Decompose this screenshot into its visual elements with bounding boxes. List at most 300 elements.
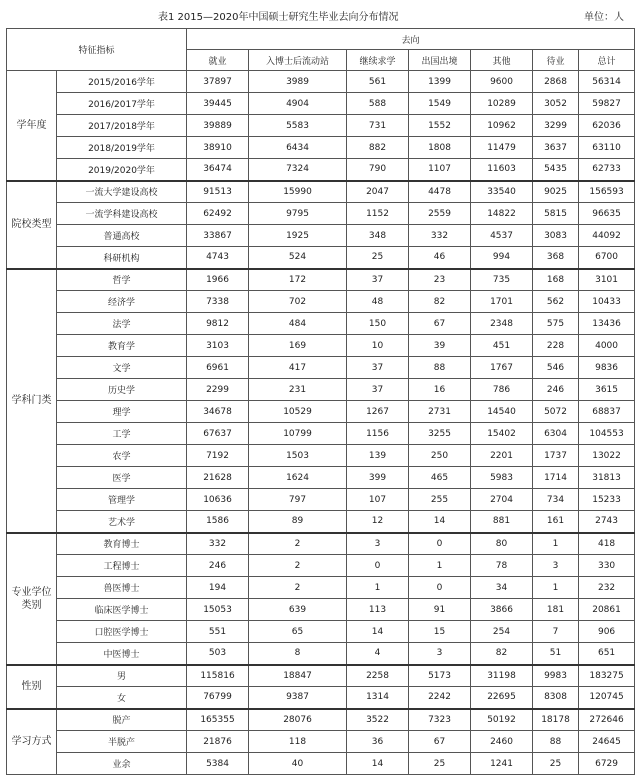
group-label: 性别	[7, 665, 57, 709]
row-label: 中医博士	[57, 643, 187, 665]
cell-value: 250	[409, 445, 471, 467]
cell-value: 0	[409, 533, 471, 555]
cell-value: 797	[249, 489, 347, 511]
cell-value: 551	[187, 621, 249, 643]
cell-value: 5173	[409, 665, 471, 687]
cell-value: 1	[533, 533, 579, 555]
row-label: 业余	[57, 753, 187, 775]
row-label: 口腔医学博士	[57, 621, 187, 643]
cell-value: 484	[249, 313, 347, 335]
cell-value: 3103	[187, 335, 249, 357]
cell-value: 451	[471, 335, 533, 357]
cell-value: 20861	[579, 599, 635, 621]
cell-value: 348	[347, 225, 409, 247]
table-row	[7, 467, 635, 489]
cell-value: 735	[471, 269, 533, 291]
cell-value: 59827	[579, 93, 635, 115]
row-label: 2018/2019学年	[57, 137, 187, 159]
cell-value: 10529	[249, 401, 347, 423]
cell-value: 1107	[409, 159, 471, 181]
cell-value: 5583	[249, 115, 347, 137]
table-row	[7, 445, 635, 467]
cell-value: 1808	[409, 137, 471, 159]
cell-value: 31198	[471, 665, 533, 687]
table-row	[7, 643, 635, 665]
row-label: 教育博士	[57, 533, 187, 555]
cell-value: 120745	[579, 687, 635, 709]
column-header: 出国出境	[409, 50, 471, 71]
cell-value: 0	[347, 555, 409, 577]
cell-value: 15	[409, 621, 471, 643]
row-label: 2015/2016学年	[57, 71, 187, 93]
cell-value: 1737	[533, 445, 579, 467]
row-label: 工学	[57, 423, 187, 445]
cell-value: 1314	[347, 687, 409, 709]
cell-value: 2299	[187, 379, 249, 401]
cell-value: 10289	[471, 93, 533, 115]
cell-value: 88	[533, 731, 579, 753]
cell-value: 104553	[579, 423, 635, 445]
cell-value: 62733	[579, 159, 635, 181]
cell-value: 1	[409, 555, 471, 577]
table-row	[7, 621, 635, 643]
cell-value: 31813	[579, 467, 635, 489]
cell-value: 10962	[471, 115, 533, 137]
cell-value: 255	[409, 489, 471, 511]
cell-value: 2743	[579, 511, 635, 533]
cell-value: 9795	[249, 203, 347, 225]
cell-value: 9983	[533, 665, 579, 687]
cell-value: 3299	[533, 115, 579, 137]
cell-value: 9025	[533, 181, 579, 203]
cell-value: 16	[409, 379, 471, 401]
table-row	[7, 159, 635, 181]
row-label: 男	[57, 665, 187, 687]
cell-value: 40	[249, 753, 347, 775]
cell-value: 881	[471, 511, 533, 533]
table-row	[7, 533, 635, 555]
cell-value: 1624	[249, 467, 347, 489]
row-label: 一流学科建设高校	[57, 203, 187, 225]
row-label: 2016/2017学年	[57, 93, 187, 115]
cell-value: 96635	[579, 203, 635, 225]
cell-value: 113	[347, 599, 409, 621]
column-header: 总计	[579, 50, 635, 71]
cell-value: 21876	[187, 731, 249, 753]
row-label: 科研机构	[57, 247, 187, 269]
cell-value: 2559	[409, 203, 471, 225]
cell-value: 25	[533, 753, 579, 775]
cell-value: 150	[347, 313, 409, 335]
cell-value: 524	[249, 247, 347, 269]
cell-value: 588	[347, 93, 409, 115]
cell-value: 5384	[187, 753, 249, 775]
table-row	[7, 269, 635, 291]
cell-value: 107	[347, 489, 409, 511]
group-label: 专业学位类别	[7, 533, 57, 665]
cell-value: 88	[409, 357, 471, 379]
cell-value: 37	[347, 357, 409, 379]
cell-value: 4743	[187, 247, 249, 269]
cell-value: 15053	[187, 599, 249, 621]
cell-value: 21628	[187, 467, 249, 489]
cell-value: 734	[533, 489, 579, 511]
cell-value: 2731	[409, 401, 471, 423]
cell-value: 2	[249, 577, 347, 599]
cell-value: 37	[347, 269, 409, 291]
table-row	[7, 181, 635, 203]
cell-value: 33867	[187, 225, 249, 247]
table-row	[7, 313, 635, 335]
cell-value: 3	[533, 555, 579, 577]
cell-value: 7323	[409, 709, 471, 731]
row-label: 兽医博士	[57, 577, 187, 599]
cell-value: 8308	[533, 687, 579, 709]
cell-value: 6304	[533, 423, 579, 445]
cell-value: 254	[471, 621, 533, 643]
cell-value: 115816	[187, 665, 249, 687]
cell-value: 37	[347, 379, 409, 401]
cell-value: 15402	[471, 423, 533, 445]
cell-value: 24645	[579, 731, 635, 753]
cell-value: 28076	[249, 709, 347, 731]
table-row	[7, 731, 635, 753]
cell-value: 11479	[471, 137, 533, 159]
cell-value: 546	[533, 357, 579, 379]
table-row	[7, 489, 635, 511]
cell-value: 51	[533, 643, 579, 665]
cell-value: 34678	[187, 401, 249, 423]
row-label: 半脱产	[57, 731, 187, 753]
cell-value: 80	[471, 533, 533, 555]
cell-value: 36474	[187, 159, 249, 181]
cell-value: 7192	[187, 445, 249, 467]
cell-value: 994	[471, 247, 533, 269]
table-row	[7, 709, 635, 731]
cell-value: 9387	[249, 687, 347, 709]
cell-value: 639	[249, 599, 347, 621]
cell-value: 399	[347, 467, 409, 489]
cell-value: 6729	[579, 753, 635, 775]
cell-value: 2348	[471, 313, 533, 335]
cell-value: 5435	[533, 159, 579, 181]
cell-value: 9600	[471, 71, 533, 93]
cell-value: 330	[579, 555, 635, 577]
cell-value: 1241	[471, 753, 533, 775]
cell-value: 67637	[187, 423, 249, 445]
cell-value: 10433	[579, 291, 635, 313]
table-row	[7, 93, 635, 115]
table-row	[7, 577, 635, 599]
cell-value: 561	[347, 71, 409, 93]
table-row	[7, 357, 635, 379]
row-label: 理学	[57, 401, 187, 423]
table-row	[7, 225, 635, 247]
cell-value: 3	[409, 643, 471, 665]
cell-value: 418	[579, 533, 635, 555]
cell-value: 651	[579, 643, 635, 665]
cell-value: 62492	[187, 203, 249, 225]
cell-value: 231	[249, 379, 347, 401]
row-label: 工程博士	[57, 555, 187, 577]
cell-value: 1399	[409, 71, 471, 93]
column-header: 就业	[187, 50, 249, 71]
cell-value: 332	[409, 225, 471, 247]
cell-value: 246	[533, 379, 579, 401]
cell-value: 8	[249, 643, 347, 665]
group-label: 学科门类	[7, 269, 57, 533]
cell-value: 3637	[533, 137, 579, 159]
cell-value: 2	[249, 555, 347, 577]
cell-value: 25	[409, 753, 471, 775]
cell-value: 1	[347, 577, 409, 599]
cell-value: 702	[249, 291, 347, 313]
cell-value: 56314	[579, 71, 635, 93]
cell-value: 3989	[249, 71, 347, 93]
row-label: 2017/2018学年	[57, 115, 187, 137]
column-header: 继续求学	[347, 50, 409, 71]
cell-value: 232	[579, 577, 635, 599]
cell-value: 36	[347, 731, 409, 753]
cell-value: 906	[579, 621, 635, 643]
cell-value: 14540	[471, 401, 533, 423]
cell-value: 39445	[187, 93, 249, 115]
cell-value: 2460	[471, 731, 533, 753]
cell-value: 89	[249, 511, 347, 533]
cell-value: 6961	[187, 357, 249, 379]
cell-value: 25	[347, 247, 409, 269]
cell-value: 139	[347, 445, 409, 467]
column-header: 其他	[471, 50, 533, 71]
cell-value: 183275	[579, 665, 635, 687]
table-row	[7, 401, 635, 423]
cell-value: 172	[249, 269, 347, 291]
cell-value: 63110	[579, 137, 635, 159]
cell-value: 82	[471, 643, 533, 665]
cell-value: 5072	[533, 401, 579, 423]
table-row	[7, 599, 635, 621]
cell-value: 790	[347, 159, 409, 181]
cell-value: 2201	[471, 445, 533, 467]
cell-value: 4537	[471, 225, 533, 247]
cell-value: 68837	[579, 401, 635, 423]
cell-value: 62036	[579, 115, 635, 137]
cell-value: 91513	[187, 181, 249, 203]
feature-header: 特征指标	[7, 29, 187, 71]
cell-value: 2258	[347, 665, 409, 687]
cell-value: 3615	[579, 379, 635, 401]
cell-value: 272646	[579, 709, 635, 731]
cell-value: 39	[409, 335, 471, 357]
cell-value: 65	[249, 621, 347, 643]
cell-value: 7338	[187, 291, 249, 313]
cell-value: 50192	[471, 709, 533, 731]
cell-value: 2704	[471, 489, 533, 511]
table-row	[7, 137, 635, 159]
column-header: 入博士后流动站	[249, 50, 347, 71]
destination-table	[6, 28, 635, 775]
cell-value: 37897	[187, 71, 249, 93]
cell-value: 1966	[187, 269, 249, 291]
table-row	[7, 753, 635, 775]
cell-value: 882	[347, 137, 409, 159]
table-row	[7, 71, 635, 93]
cell-value: 1714	[533, 467, 579, 489]
cell-value: 7	[533, 621, 579, 643]
row-label: 医学	[57, 467, 187, 489]
row-label: 文学	[57, 357, 187, 379]
cell-value: 14	[347, 753, 409, 775]
cell-value: 34	[471, 577, 533, 599]
cell-value: 67	[409, 313, 471, 335]
row-label: 女	[57, 687, 187, 709]
group-label: 学年度	[7, 71, 57, 181]
table-row	[7, 555, 635, 577]
row-label: 普通高校	[57, 225, 187, 247]
table-row	[7, 511, 635, 533]
cell-value: 332	[187, 533, 249, 555]
table-row	[7, 115, 635, 137]
cell-value: 6700	[579, 247, 635, 269]
cell-value: 33540	[471, 181, 533, 203]
cell-value: 2242	[409, 687, 471, 709]
cell-value: 169	[249, 335, 347, 357]
cell-value: 76799	[187, 687, 249, 709]
cell-value: 194	[187, 577, 249, 599]
cell-value: 3255	[409, 423, 471, 445]
cell-value: 3052	[533, 93, 579, 115]
cell-value: 15990	[249, 181, 347, 203]
row-label: 农学	[57, 445, 187, 467]
cell-value: 165355	[187, 709, 249, 731]
cell-value: 503	[187, 643, 249, 665]
table-row	[7, 665, 635, 687]
cell-value: 156593	[579, 181, 635, 203]
cell-value: 78	[471, 555, 533, 577]
cell-value: 12	[347, 511, 409, 533]
cell-value: 168	[533, 269, 579, 291]
cell-value: 161	[533, 511, 579, 533]
cell-value: 14822	[471, 203, 533, 225]
row-label: 2019/2020学年	[57, 159, 187, 181]
unit-label: 单位：人	[584, 12, 624, 23]
cell-value: 1767	[471, 357, 533, 379]
cell-value: 10	[347, 335, 409, 357]
cell-value: 4	[347, 643, 409, 665]
cell-value: 5983	[471, 467, 533, 489]
row-label: 历史学	[57, 379, 187, 401]
group-label: 院校类型	[7, 181, 57, 269]
cell-value: 786	[471, 379, 533, 401]
cell-value: 417	[249, 357, 347, 379]
cell-value: 465	[409, 467, 471, 489]
table-row	[7, 423, 635, 445]
cell-value: 1586	[187, 511, 249, 533]
cell-value: 246	[187, 555, 249, 577]
cell-value: 1152	[347, 203, 409, 225]
cell-value: 4000	[579, 335, 635, 357]
cell-value: 562	[533, 291, 579, 313]
cell-value: 575	[533, 313, 579, 335]
cell-value: 3083	[533, 225, 579, 247]
row-label: 艺术学	[57, 511, 187, 533]
cell-value: 9836	[579, 357, 635, 379]
row-label: 一流大学建设高校	[57, 181, 187, 203]
cell-value: 228	[533, 335, 579, 357]
table-row	[7, 203, 635, 225]
cell-value: 10636	[187, 489, 249, 511]
cell-value: 7324	[249, 159, 347, 181]
cell-value: 3101	[579, 269, 635, 291]
cell-value: 4904	[249, 93, 347, 115]
cell-value: 46	[409, 247, 471, 269]
row-label: 临床医学博士	[57, 599, 187, 621]
cell-value: 6434	[249, 137, 347, 159]
cell-value: 3	[347, 533, 409, 555]
table-row	[7, 335, 635, 357]
cell-value: 9812	[187, 313, 249, 335]
row-label: 哲学	[57, 269, 187, 291]
cell-value: 731	[347, 115, 409, 137]
cell-value: 13022	[579, 445, 635, 467]
cell-value: 23	[409, 269, 471, 291]
cell-value: 3866	[471, 599, 533, 621]
cell-value: 1552	[409, 115, 471, 137]
cell-value: 1267	[347, 401, 409, 423]
cell-value: 4478	[409, 181, 471, 203]
table-row	[7, 291, 635, 313]
cell-value: 1549	[409, 93, 471, 115]
row-label: 法学	[57, 313, 187, 335]
cell-value: 368	[533, 247, 579, 269]
cell-value: 39889	[187, 115, 249, 137]
cell-value: 10799	[249, 423, 347, 445]
cell-value: 14	[347, 621, 409, 643]
cell-value: 11603	[471, 159, 533, 181]
cell-value: 1	[533, 577, 579, 599]
cell-value: 67	[409, 731, 471, 753]
table-row	[7, 247, 635, 269]
cell-value: 1925	[249, 225, 347, 247]
row-label: 脱产	[57, 709, 187, 731]
cell-value: 118	[249, 731, 347, 753]
cell-value: 82	[409, 291, 471, 313]
table-title: 表1 2015—2020年中国硕士研究生毕业去向分布情况	[158, 12, 399, 23]
cell-value: 91	[409, 599, 471, 621]
cell-value: 2047	[347, 181, 409, 203]
cell-value: 18847	[249, 665, 347, 687]
cell-value: 15233	[579, 489, 635, 511]
cell-value: 2868	[533, 71, 579, 93]
cell-value: 1503	[249, 445, 347, 467]
row-label: 经济学	[57, 291, 187, 313]
column-header: 待业	[533, 50, 579, 71]
row-label: 教育学	[57, 335, 187, 357]
table-row	[7, 687, 635, 709]
cell-value: 2	[249, 533, 347, 555]
cell-value: 48	[347, 291, 409, 313]
cell-value: 1701	[471, 291, 533, 313]
cell-value: 18178	[533, 709, 579, 731]
destination-header: 去向	[187, 29, 635, 50]
cell-value: 181	[533, 599, 579, 621]
cell-value: 14	[409, 511, 471, 533]
cell-value: 44092	[579, 225, 635, 247]
cell-value: 3522	[347, 709, 409, 731]
cell-value: 1156	[347, 423, 409, 445]
cell-value: 5815	[533, 203, 579, 225]
table-caption	[0, 8, 640, 26]
